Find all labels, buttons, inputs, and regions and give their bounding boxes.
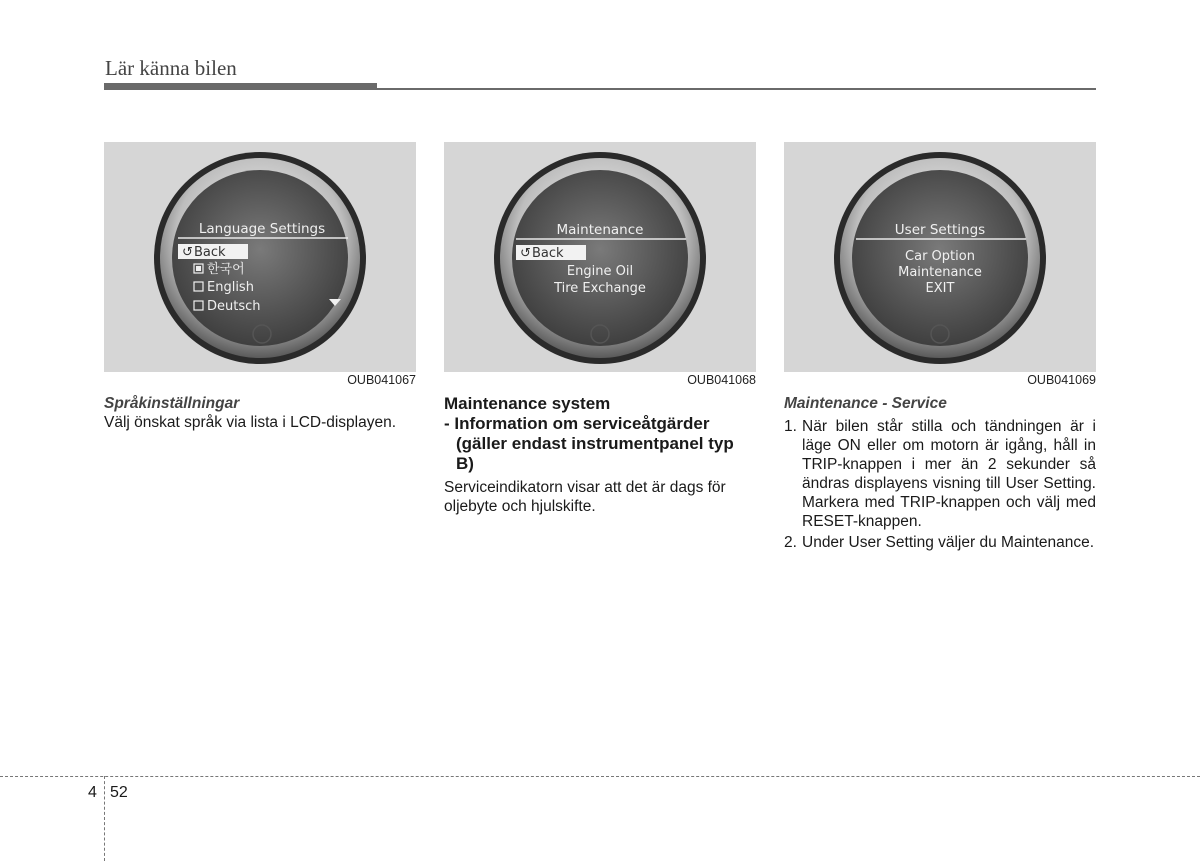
lcd-display-illustration [784,142,1096,372]
back-arrow-icon: ↺ [182,245,193,260]
menu-item-english: English [207,280,254,295]
header-rule-thin [377,88,1096,90]
section-subheading: - Information om serviceåtgärder (gäller endast instrumentpanel typ B) [444,414,734,473]
step-number: 2. [784,534,797,551]
screen-title: Maintenance [556,222,644,238]
checkbox-fill [196,266,201,271]
menu-item-exit: EXIT [925,281,955,296]
menu-item-deutsch: Deutsch [207,299,261,314]
section-heading: Maintenance system [444,394,611,413]
figure-code: OUB041067 [347,373,416,387]
body-paragraph: Välj önskat språk via lista i LCD-displayen. [104,414,397,431]
screen-title: User Settings [894,222,986,238]
screen-title: Language Settings [198,221,326,237]
list-item [784,533,1096,552]
list-item [784,417,1096,531]
column-maintenance-service [784,394,1096,554]
lcd-display-illustration [444,142,756,372]
figure-user-settings [784,142,1096,372]
lcd-display-illustration [104,142,416,372]
figure-maintenance [444,142,756,372]
step-number: 1. [784,418,797,435]
menu-item-tire-exchange: Tire Exchange [554,281,646,296]
footer-vertical-divider [104,776,105,861]
figure-language-settings [104,142,416,372]
figure-code: OUB041068 [687,373,756,387]
column-maintenance-system [444,394,756,516]
page-header-title: Lär känna bilen [105,56,237,80]
back-arrow-icon: ↺ [520,246,531,261]
section-caption: Maintenance - Service [784,395,947,412]
body-paragraph: Serviceindikatorn visar att det är dags för oljebyte och hjulskifte. [444,479,726,515]
steps-list [784,417,1096,552]
menu-item-engine-oil: Engine Oil [566,264,634,279]
section-caption: Språkinställningar [104,395,240,412]
menu-item-back: Back [194,245,226,260]
menu-item-maintenance: Maintenance [898,265,982,280]
page-number: 52 [110,784,128,801]
menu-item-korean: 한국어 [207,262,245,277]
chapter-number: 4 [88,784,97,801]
step-text: Under User Setting väljer du Maintenance. [802,534,1095,551]
column-language [104,394,416,432]
footer-divider [0,776,1200,777]
step-text: När bilen står stilla och tändningen är i läge ON eller om motorn är igång, håll in TRIP-knappen i mer än 2 sekunder så ändras displayens visning till User Setting. Markera med TRIP-knappen och välj med RESET-knappen. [802,418,1096,530]
figure-code: OUB041069 [1027,373,1096,387]
menu-item-car-option: Car Option [905,249,975,264]
header-rule-thick [104,83,377,90]
menu-item-back: Back [532,246,564,261]
